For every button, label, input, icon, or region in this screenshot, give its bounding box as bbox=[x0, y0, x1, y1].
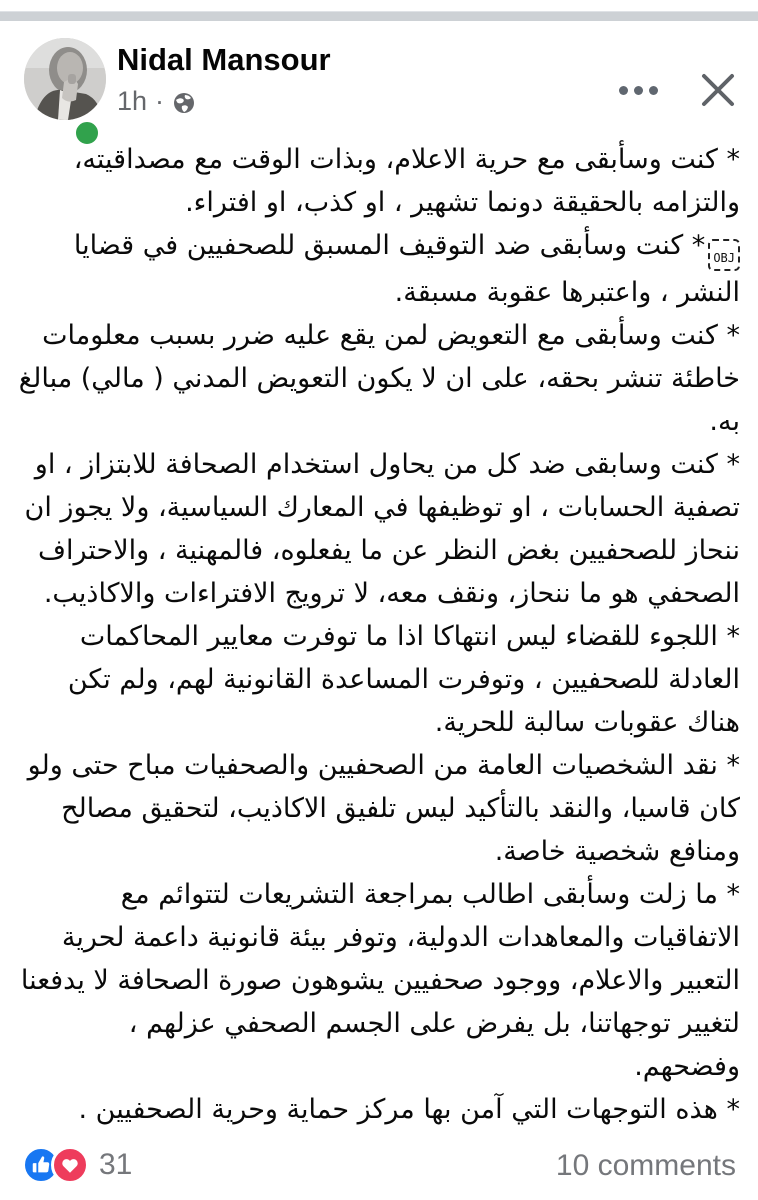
post-text bbox=[18, 138, 740, 1131]
reactions-summary[interactable] bbox=[22, 1146, 132, 1184]
post-paragraph-5: * اللجوء للقضاء ليس انتهاكا اذا ما توفرت معايير المحاكمات العادلة للصحفيين ، وتوفرت المساعدة القانونية لهم، ولم تكن هناك عقوبات سالبة للحرية. bbox=[67, 621, 740, 738]
post-paragraph-6: * نقد الشخصيات العامة من الصحفيين والصحفيات مباح حتى ولو كان قاسيا، والنقد بالتأكيد ليس تلفيق الاكاذيب، لتحقيق مصالح ومنافع شخصية خاصة. bbox=[27, 750, 740, 867]
reaction-count: 31 bbox=[99, 1148, 133, 1181]
author-name[interactable]: Nidal Mansour bbox=[117, 42, 331, 77]
more-options-button[interactable] bbox=[608, 70, 668, 110]
post-paragraph-3: * كنت وسأبقى مع التعويض لمن يقع عليه ضرر بسبب معلومات خاطئة تنشر بحقه، على ان لا يكون التعويض المدني ( مالي) مبالغ به. bbox=[18, 320, 740, 437]
post-footer bbox=[0, 1146, 758, 1190]
avatar-photo bbox=[24, 38, 106, 120]
comments-count[interactable]: 10 comments bbox=[555, 1149, 736, 1182]
globe-icon bbox=[172, 91, 196, 115]
close-button[interactable] bbox=[690, 62, 746, 118]
post-paragraph-1: * كنت وسأبقى مع حرية الاعلام، وبذات الوقت مع مصداقيته، والتزامه بالحقيقة دونما تشهير ، او كذب، او افتراء. bbox=[73, 144, 740, 218]
post-paragraph-2 bbox=[18, 224, 740, 314]
post-paragraph-2-text: * كنت وسأبقى ضد التوقيف المسبق للصحفيين في قضايا النشر ، واعتبرها عقوبة مسبقة. bbox=[73, 230, 740, 308]
timestamp: 1h bbox=[117, 86, 148, 116]
close-icon bbox=[698, 70, 738, 110]
post-paragraph-8: * هذه التوجهات التي آمن بها مركز حماية وحرية الصحفيين . bbox=[78, 1094, 740, 1125]
object-replacement-icon: OBJ bbox=[708, 239, 740, 271]
dot-icon bbox=[619, 86, 628, 95]
post-paragraph-4: * كنت وسابقى ضد كل من يحاول استخدام الصحافة للابتزاز ، او تصفية الحسابات ، او توظيفها في المعارك السياسية، ولا يجوز ان ننحاز للصحفيين بغض النظر عن ما يفعلوه، فالمهنية ، والاحتراف الصحفي هو ما ننحاز، ونقف معه، لا ترويج الافتراءات والاكاذيب. bbox=[24, 449, 740, 609]
post-paragraph-7: * ما زلت وسأبقى اطالب بمراجعة التشريعات لتتوائم مع الاتفاقيات والمعاهدات الدولية، وتوفر بيئة قانونية داعمة لحرية التعبير والاعلام، ووجود صحفيين يشوهون صورة الصحافة لا يدفعنا لتغيير توجهاتنا، بل يفرض على الجسم الصحفي عزلهم ، وفضحهم. bbox=[20, 879, 740, 1082]
love-icon bbox=[51, 1146, 89, 1184]
top-divider-bar bbox=[0, 11, 758, 21]
avatar[interactable] bbox=[24, 38, 106, 120]
meta-separator: · bbox=[155, 86, 165, 116]
post-meta bbox=[117, 86, 196, 117]
dot-icon bbox=[649, 86, 658, 95]
post-header bbox=[0, 30, 758, 130]
dot-icon bbox=[634, 86, 643, 95]
